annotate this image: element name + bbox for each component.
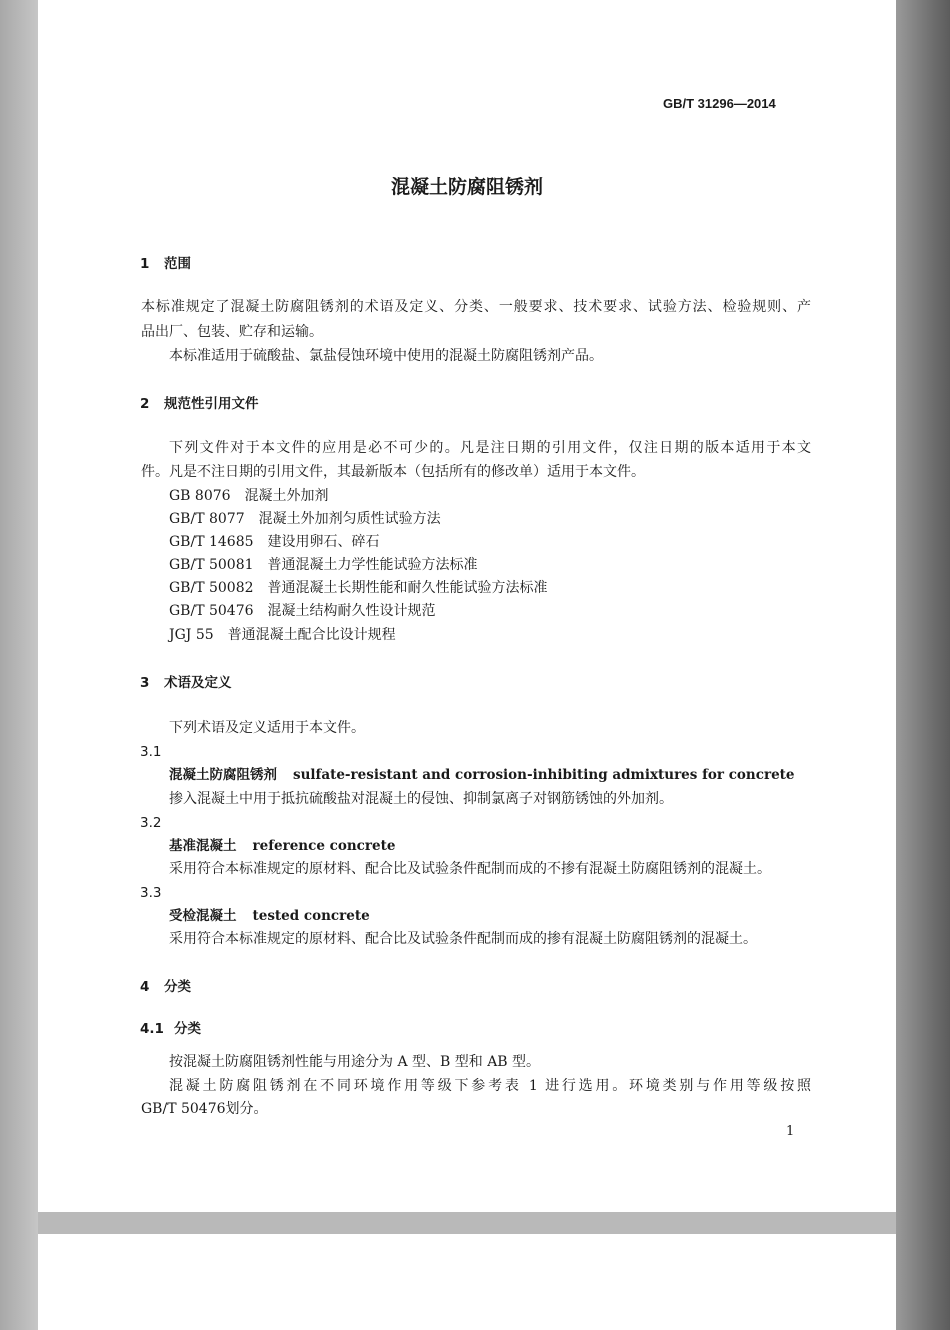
section-title: 术语及定义 bbox=[164, 675, 232, 691]
reference-item bbox=[169, 578, 548, 598]
paragraph: 混凝土防腐阻锈剂在不同环境作用等级下参考表 1 进行选用。环境类别与作用等级按照 bbox=[169, 1078, 811, 1094]
section-2-heading bbox=[140, 394, 259, 414]
section-number: 1 bbox=[140, 256, 150, 272]
paragraph: 下列术语及定义适用于本文件。 bbox=[169, 720, 365, 736]
paragraph: 本标准适用于硫酸盐、氯盐侵蚀环境中使用的混凝土防腐阻锈剂产品。 bbox=[169, 348, 603, 364]
next-document-page bbox=[38, 1234, 896, 1330]
term-number: 3.3 bbox=[140, 885, 162, 901]
term-en: reference concrete bbox=[252, 838, 396, 854]
section-number: 2 bbox=[140, 396, 150, 412]
section-number: 3 bbox=[140, 675, 150, 691]
subsection-4-1-heading bbox=[140, 1019, 201, 1039]
term-en: tested concrete bbox=[252, 908, 370, 924]
viewer-background-left bbox=[0, 0, 38, 1330]
reference-item bbox=[169, 509, 441, 529]
paragraph: 品出厂、包装、贮存和运输。 bbox=[141, 324, 323, 340]
subsection-number: 4.1 bbox=[140, 1021, 164, 1037]
term-number: 3.2 bbox=[140, 815, 162, 831]
reference-code: GB/T 14685 bbox=[169, 534, 254, 550]
standard-code: GB/T 31296—2014 bbox=[663, 96, 776, 111]
section-3-heading bbox=[140, 673, 232, 693]
term-zh: 受检混凝土 bbox=[169, 908, 237, 924]
reference-code: GB/T 50476 bbox=[169, 603, 254, 619]
paragraph: 本标准规定了混凝土防腐阻锈剂的术语及定义、分类、一般要求、技术要求、试验方法、检验规则、产 bbox=[141, 299, 811, 315]
term-zh: 基准混凝土 bbox=[169, 838, 237, 854]
reference-item bbox=[169, 532, 380, 552]
reference-title: 建设用卵石、碎石 bbox=[267, 534, 380, 550]
reference-title: 混凝土外加剂匀质性试验方法 bbox=[258, 511, 441, 527]
term-heading bbox=[169, 836, 395, 856]
reference-title: 混凝土外加剂 bbox=[244, 488, 329, 504]
viewer-scrollbar-area[interactable] bbox=[896, 0, 950, 1330]
document-title: 混凝土防腐阻锈剂 bbox=[390, 176, 543, 198]
reference-title: 混凝土结构耐久性设计规范 bbox=[267, 603, 436, 619]
reference-item bbox=[169, 601, 436, 621]
term-number: 3.1 bbox=[140, 744, 162, 760]
reference-title: 普通混凝土配合比设计规程 bbox=[227, 627, 396, 643]
section-title: 范围 bbox=[164, 256, 191, 272]
reference-code: GB 8076 bbox=[169, 488, 231, 504]
paragraph: 件。凡是不注日期的引用文件，其最新版本（包括所有的修改单）适用于本文件。 bbox=[141, 464, 645, 480]
section-title: 分类 bbox=[164, 979, 191, 995]
reference-title: 普通混凝土长期性能和耐久性能试验方法标准 bbox=[267, 580, 548, 596]
section-1-heading bbox=[140, 254, 191, 274]
term-definition: 采用符合本标准规定的原材料、配合比及试验条件配制而成的掺有混凝土防腐阻锈剂的混凝土。 bbox=[169, 931, 757, 947]
term-heading bbox=[169, 765, 794, 785]
reference-item bbox=[169, 555, 478, 575]
page-number: 1 bbox=[786, 1124, 795, 1139]
reference-item bbox=[169, 486, 329, 506]
document-page bbox=[38, 0, 896, 1212]
term-zh: 混凝土防腐阻锈剂 bbox=[169, 767, 277, 783]
section-4-heading bbox=[140, 977, 191, 997]
subsection-title: 分类 bbox=[174, 1021, 201, 1037]
reference-code: GB/T 50081 bbox=[169, 557, 254, 573]
paragraph: 下列文件对于本文件的应用是必不可少的。凡是注日期的引用文件，仅注日期的版本适用于本文 bbox=[169, 440, 811, 456]
reference-code: GB/T 8077 bbox=[169, 511, 245, 527]
term-en: sulfate-resistant and corrosion-inhibiting admixtures for concrete bbox=[293, 767, 795, 783]
term-definition: 采用符合本标准规定的原材料、配合比及试验条件配制而成的不掺有混凝土防腐阻锈剂的混凝土。 bbox=[169, 861, 771, 877]
term-heading bbox=[169, 906, 370, 926]
reference-title: 普通混凝土力学性能试验方法标准 bbox=[267, 557, 478, 573]
paragraph: GB/T 50476划分。 bbox=[141, 1101, 268, 1117]
reference-code: GB/T 50082 bbox=[169, 580, 254, 596]
paragraph: 按混凝土防腐阻锈剂性能与用途分为 A 型、B 型和 AB 型。 bbox=[169, 1054, 541, 1070]
term-definition: 掺入混凝土中用于抵抗硫酸盐对混凝土的侵蚀、抑制氯离子对钢筋锈蚀的外加剂。 bbox=[169, 791, 673, 807]
section-number: 4 bbox=[140, 979, 150, 995]
reference-item bbox=[169, 625, 396, 645]
section-title: 规范性引用文件 bbox=[164, 396, 259, 412]
reference-code: JGJ 55 bbox=[169, 627, 214, 643]
